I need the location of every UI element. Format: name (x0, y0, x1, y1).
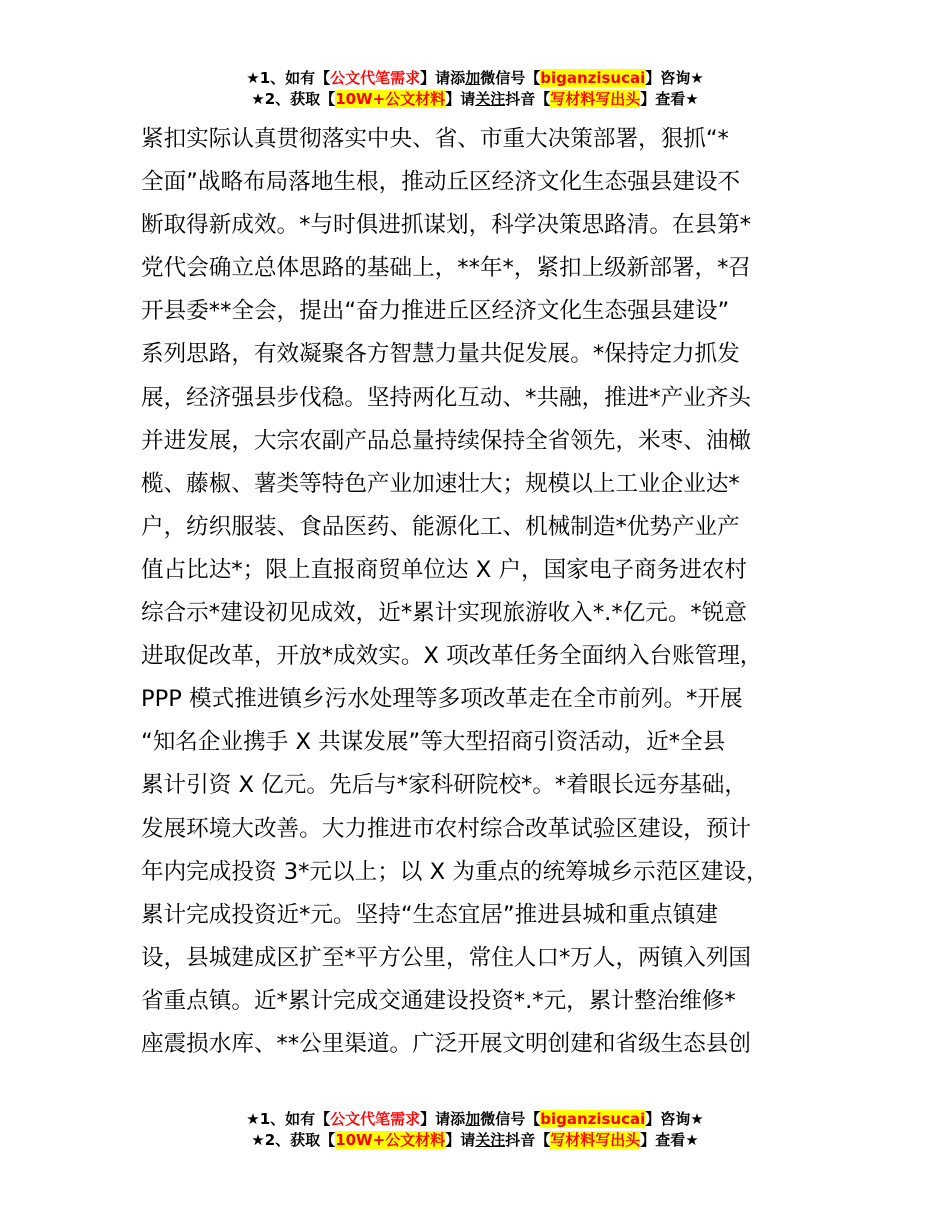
promo-text: 】请 (445, 1131, 476, 1149)
promo-text: 】请添 (420, 1110, 466, 1128)
promo-text: 】查看★ (640, 90, 699, 108)
promo-highlight: 10W+公文材料 (335, 90, 446, 108)
promo-underlined-text: 关注 (475, 90, 506, 108)
promo-underlined-text: 关注 (475, 1131, 506, 1149)
body-text-line: “知名企业携手 X 共谋发展”等大型招商引资活动，近*全县 (141, 729, 726, 756)
promo-text: ★1、如有【 (246, 69, 331, 87)
body-text-line: 进取促改革，开放*成效实。X 项改革任务全面纳入台账管理， (141, 643, 763, 670)
promo-text: 】咨询★ (645, 1110, 704, 1128)
promo-highlight: 10W+公文材料 (335, 1131, 446, 1149)
header-promo-line-2 (0, 89, 950, 110)
document-body (141, 118, 841, 1066)
body-text-line: 全面”战略布局落地生根，推动丘区经济文化生态强县建设不 (141, 169, 741, 196)
body-text-line: 党代会确立总体思路的基础上，**年*，紧扣上级新部署，*召 (141, 255, 752, 282)
body-text-line: 断取得新成效。*与时俱进抓谋划，科学决策思路清。在县第* (141, 212, 752, 239)
body-text-line: 值占比达*；限上直报商贸单位达 X 户，国家电子商务进农村 (141, 556, 747, 583)
body-text-line: 系列思路，有效凝聚各方智慧力量共促发展。*保持定力抓发 (141, 341, 740, 368)
promo-text: 抖音【 (505, 90, 551, 108)
body-text-line: 综合示*建设初见成效，近*累计实现旅游收入*.*亿元。*锐意 (141, 600, 747, 627)
footer-promo-line-2 (0, 1130, 950, 1151)
promo-text: 】查看★ (640, 1131, 699, 1149)
promo-text: 微信号【 (480, 1110, 541, 1128)
promo-douyin-account: 写材料写出头 (550, 90, 641, 108)
promo-wechat-id: biganzisucai (540, 1110, 646, 1128)
body-text-line: 累计完成投资近*元。坚持“生态宜居”推进县城和重点镇建 (141, 901, 718, 928)
promo-text: 】咨询★ (645, 69, 704, 87)
body-text-line: 省重点镇。近*累计完成交通建设投资*.*元，累计整治维修* (141, 987, 736, 1014)
promo-wechat-id: biganzisucai (540, 69, 646, 87)
body-text-line: 紧扣实际认真贯彻落实中央、省、市重大决策部署，狠抓“* (141, 126, 729, 152)
promo-douyin-account: 写材料写出头 (550, 1131, 641, 1149)
promo-highlight: 公文代笔需求 (330, 69, 421, 87)
body-text-line: 设，县城建成区扩至*平方公里，常住人口*万人，两镇入列国 (141, 944, 752, 971)
body-text-line: 开县委**全会，提出“奋力推进丘区经济文化生态强县建设” (141, 298, 730, 325)
promo-text: 微信号【 (480, 69, 541, 87)
body-text-line: 年内完成投资 3*元以上；以 X 为重点的统筹城乡示范区建设， (141, 858, 769, 885)
body-text-line: 累计引资 X 亿元。先后与*家科研院校*。*着眼长远夯基础， (141, 772, 747, 799)
promo-text: 抖音【 (505, 1131, 551, 1149)
promo-text: 】请 (445, 90, 476, 108)
body-text-line: 展，经济强县步伐稳。坚持两化互动、*共融，推进*产业齐头 (141, 384, 752, 411)
header-promo (0, 68, 950, 110)
promo-underlined-text: 加 (465, 1110, 481, 1128)
promo-highlight: 公文代笔需求 (330, 1110, 421, 1128)
body-text-line: 发展环境大改善。大力推进市农村综合改革试验区建设，预计 (141, 815, 752, 842)
body-text-line: 并进发展，大宗农副产品总量持续保持全省领先，米枣、油橄 (141, 427, 752, 454)
footer-promo-line-1 (0, 1109, 950, 1130)
body-text-line: 座震损水库、**公里渠道。广泛开展文明创建和省级生态县创 (141, 1030, 752, 1057)
body-text-line: 榄、藤椒、薯类等特色产业加速壮大；规模以上工业企业达* (141, 470, 740, 497)
promo-underlined-text: 加 (465, 69, 481, 87)
footer-promo (0, 1109, 950, 1151)
body-text-line: PPP 模式推进镇乡污水处理等多项改革走在全市前列。*开展 (141, 686, 743, 713)
promo-text: ★2、获取【 (251, 90, 336, 108)
header-promo-line-1 (0, 68, 950, 89)
promo-text: ★2、获取【 (251, 1131, 336, 1149)
promo-text: 】请添 (420, 69, 466, 87)
promo-text: ★1、如有【 (246, 1110, 331, 1128)
body-text-line: 户，纺织服装、食品医药、能源化工、机械制造*优势产业产 (141, 513, 740, 540)
